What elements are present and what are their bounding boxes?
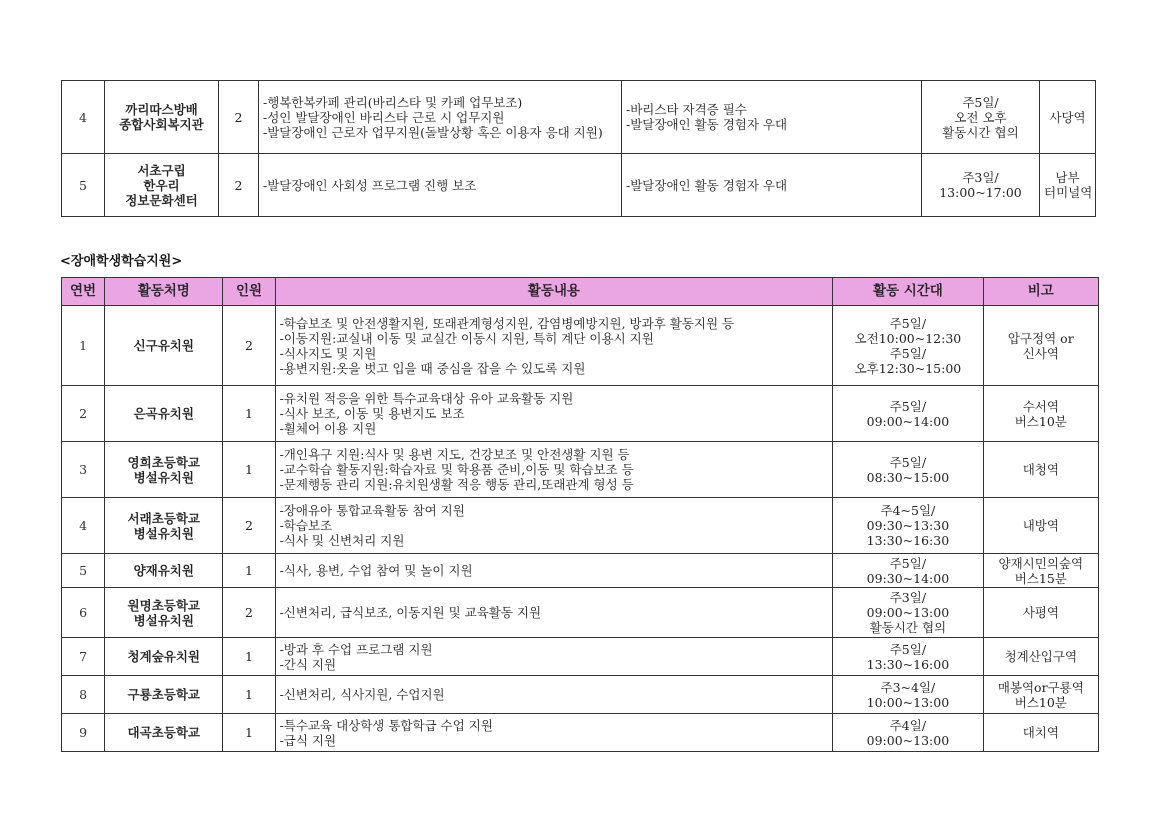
activity-content: -방과 후 수업 프로그램 지원 -간식 지원 [275,638,833,676]
activity-content: -신변처리, 급식보조, 이동지원 및 교육활동 지원 [275,588,833,638]
activity-content: -장애유아 통합교육활동 참여 지원 -학습보조 -식사 및 신변처리 지원 [275,498,833,554]
place-name: 양재유치원 [105,554,223,588]
note: 남부 터미널역 [1040,154,1096,217]
table-row [62,306,1099,386]
table-row [62,714,1099,752]
table-row [62,81,1096,154]
requirements: -바리스타 자격증 필수 -발달장애인 활동 경험자 우대 [622,81,922,154]
requirements: -발달장애인 활동 경험자 우대 [622,154,922,217]
note: 양재시민의숲역 버스15분 [983,554,1098,588]
headcount: 1 [223,676,275,714]
row-number: 6 [62,588,105,638]
note: 사당역 [1040,81,1096,154]
table-row [62,498,1099,554]
section-title: <장애학생학습지원> [60,254,183,269]
table-row [62,442,1099,498]
row-number: 7 [62,638,105,676]
row-number: 5 [62,154,105,217]
note: 수서역 버스10분 [983,386,1098,442]
place-name: 대곡초등학교 [105,714,223,752]
activity-content: -학습보조 및 안전생활지원, 또래관계형성지원, 감염병예방지원, 방과후 활동지원 등 -이동지원:교실내 이동 및 교실간 이동시 지원, 특히 계단 이용시 지원 -식사지도 및 지원 -용변지원:옷을 벗고 입을 때 중심을 잡을 수 있도록 지원 [275,306,833,386]
activity-time: 주5일/ 오전 오후 활동시간 협의 [922,81,1040,154]
note: 청계산입구역 [983,638,1098,676]
activity-content: -행복한복카페 관리(바리스타 및 카페 업무보조) -성인 발달장애인 바리스타 근로 시 업무지원 -발달장애인 근로자 업무지원(돌발상황 혹은 이용자 응대 지원) [259,81,622,154]
header-place: 활동처명 [105,278,223,306]
headcount: 1 [223,386,275,442]
row-number: 4 [62,498,105,554]
note: 압구정역 or 신사역 [983,306,1098,386]
activity-content: -특수교육 대상학생 통합학급 수업 지원 -급식 지원 [275,714,833,752]
place-name: 원명초등학교 병설유치원 [105,588,223,638]
row-number: 9 [62,714,105,752]
place-name: 은곡유치원 [105,386,223,442]
activity-time: 주3일/ 13:00~17:00 [922,154,1040,217]
activity-time: 주3~4일/ 10:00~13:00 [833,676,983,714]
activity-content: -유치원 적응을 위한 특수교육대상 유아 교육활동 지원 -식사 보조, 이동 및 용변지도 보조 -휠체어 이용 지원 [275,386,833,442]
table-row [62,386,1099,442]
activity-time: 주5일/ 09:30~14:00 [833,554,983,588]
row-number: 1 [62,306,105,386]
table-row [62,154,1096,217]
volunteer-table-continued [61,80,1096,217]
row-number: 2 [62,386,105,442]
table-row [62,554,1099,588]
table-header-row [62,278,1099,306]
activity-time: 주3일/ 09:00~13:00 활동시간 협의 [833,588,983,638]
header-count: 인원 [223,278,275,306]
activity-time: 주4일/ 09:00~13:00 [833,714,983,752]
header-time: 활동 시간대 [833,278,983,306]
header-note: 비고 [983,278,1098,306]
learning-support-table [61,277,1099,752]
row-number: 4 [62,81,105,154]
activity-content: -발달장애인 사회성 프로그램 진행 보조 [259,154,622,217]
note: 대청역 [983,442,1098,498]
headcount: 1 [223,442,275,498]
note: 내방역 [983,498,1098,554]
headcount: 1 [223,714,275,752]
main-table-body [62,306,1099,752]
headcount: 1 [223,638,275,676]
activity-content: -신변처리, 식사지원, 수업지원 [275,676,833,714]
headcount: 2 [223,588,275,638]
activity-time: 주5일/ 13:30~16:00 [833,638,983,676]
headcount: 2 [219,154,259,217]
table-row [62,588,1099,638]
place-name: 서초구립 한우리 정보문화센터 [105,154,219,217]
activity-time: 주4~5일/ 09:30~13:30 13:30~16:30 [833,498,983,554]
activity-time: 주5일/ 08:30~15:00 [833,442,983,498]
headcount: 2 [223,498,275,554]
activity-content: -개인욕구 지원:식사 및 용변 지도, 건강보조 및 안전생활 지원 등 -교수학습 활동지원:학습자료 및 학용품 준비,이동 및 학습보조 등 -문제행동 관리 지원:유치원생활 적응 행동 관리,또래관계 형성 등 [275,442,833,498]
place-name: 신구유치원 [105,306,223,386]
note: 매봉역or구룡역 버스10분 [983,676,1098,714]
header-no: 연번 [62,278,105,306]
activity-content: -식사, 용변, 수업 참여 및 놀이 지원 [275,554,833,588]
note: 사평역 [983,588,1098,638]
table-row [62,638,1099,676]
place-name: 영희초등학교 병설유치원 [105,442,223,498]
place-name: 구룡초등학교 [105,676,223,714]
headcount: 1 [223,554,275,588]
place-name: 청계숲유치원 [105,638,223,676]
place-name: 까리따스방배 종합사회복지관 [105,81,219,154]
place-name: 서래초등학교 병설유치원 [105,498,223,554]
activity-time: 주5일/ 오전10:00~12:30 주5일/ 오후12:30~15:00 [833,306,983,386]
row-number: 5 [62,554,105,588]
top-table-body [62,81,1096,217]
table-row [62,676,1099,714]
headcount: 2 [219,81,259,154]
headcount: 2 [223,306,275,386]
row-number: 8 [62,676,105,714]
header-content: 활동내용 [275,278,833,306]
activity-time: 주5일/ 09:00~14:00 [833,386,983,442]
row-number: 3 [62,442,105,498]
note: 대치역 [983,714,1098,752]
